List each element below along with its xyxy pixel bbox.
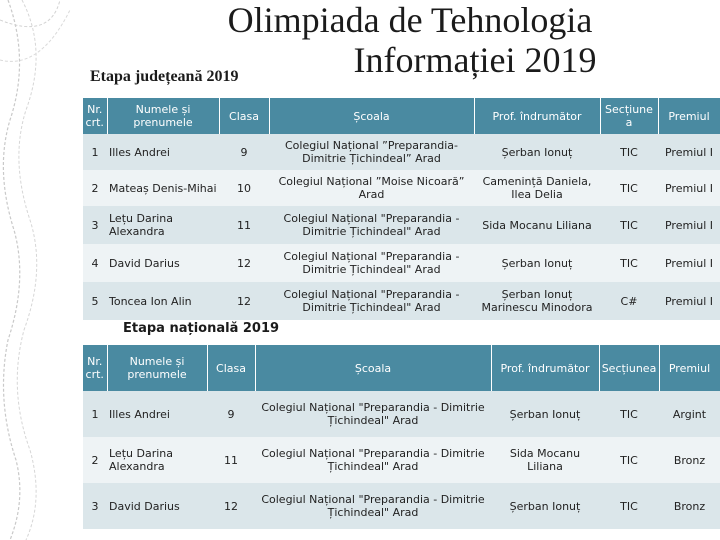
cell-name: David Darius	[107, 483, 207, 529]
header-premiul: Premiul	[658, 98, 720, 134]
title-line-1: Olimpiada de Tehnologia	[227, 0, 593, 40]
national-results-table	[83, 345, 720, 529]
cell-name: Illes Andrei	[107, 391, 207, 437]
header-name: Numele și prenumele	[107, 345, 207, 391]
cell-clasa: 11	[207, 437, 255, 483]
header-sectiune: Secțiunea	[599, 345, 659, 391]
cell-scoala: Colegiul Național "Preparandia - Dimitrie Țichindeal" Arad	[255, 483, 491, 529]
cell-premiul: Premiul I	[658, 282, 720, 320]
cell-clasa: 12	[207, 483, 255, 529]
cell-clasa: 9	[219, 134, 269, 170]
cell-premiul: Argint	[659, 391, 720, 437]
cell-clasa: 11	[219, 206, 269, 244]
cell-scoala: Colegiul Național "Preparandia - Dimitrie Țichindeal" Arad	[255, 391, 491, 437]
cell-scoala: Colegiul Național "Preparandia - Dimitrie Țichindeal" Arad	[269, 206, 474, 244]
table-row	[83, 391, 720, 437]
cell-scoala: Colegiul Național ”Preparandia-Dimitrie Țichindeal” Arad	[269, 134, 474, 170]
decorative-border	[0, 0, 80, 540]
national-stage-heading: Etapa națională 2019	[123, 321, 280, 336]
cell-clasa: 12	[219, 282, 269, 320]
table-row	[83, 282, 720, 320]
header-sectiune: Secțiune a	[600, 98, 658, 134]
header-clasa: Clasa	[219, 98, 269, 134]
cell-clasa: 9	[207, 391, 255, 437]
table-row	[83, 483, 720, 529]
cell-nr: 5	[83, 282, 107, 320]
header-nr: Nr. crt.	[83, 98, 107, 134]
cell-scoala: Colegiul Național "Preparandia - Dimitrie Țichindeal" Arad	[269, 282, 474, 320]
cell-premiul: Bronz	[659, 437, 720, 483]
cell-premiul: Premiul I	[658, 206, 720, 244]
county-stage-heading: Etapa județeană 2019	[90, 68, 239, 85]
cell-premiul: Premiul I	[658, 134, 720, 170]
table-row	[83, 134, 720, 170]
cell-name: Mateaș Denis-Mihai	[107, 170, 219, 206]
cell-clasa: 10	[219, 170, 269, 206]
cell-nr: 1	[83, 134, 107, 170]
header-nr: Nr. crt.	[83, 345, 107, 391]
header-scoala: Școala	[269, 98, 474, 134]
table-header-row	[83, 98, 720, 134]
county-results-table	[83, 98, 720, 320]
cell-prof: Șerban Ionuț	[474, 134, 600, 170]
cell-sectiune: TIC	[600, 134, 658, 170]
table-row	[83, 206, 720, 244]
cell-premiul: Bronz	[659, 483, 720, 529]
table-header-row	[83, 345, 720, 391]
table-row	[83, 244, 720, 282]
table-row	[83, 437, 720, 483]
cell-premiul: Premiul I	[658, 170, 720, 206]
header-clasa: Clasa	[207, 345, 255, 391]
cell-name: David Darius	[107, 244, 219, 282]
table-row	[83, 170, 720, 206]
cell-sectiune: TIC	[600, 244, 658, 282]
header-premiul: Premiul	[659, 345, 720, 391]
cell-nr: 3	[83, 483, 107, 529]
cell-name: Lețu Darina Alexandra	[107, 206, 219, 244]
cell-name: Toncea Ion Alin	[107, 282, 219, 320]
cell-nr: 3	[83, 206, 107, 244]
cell-name: Illes Andrei	[107, 134, 219, 170]
cell-prof: Șerban Ionuț Marinescu Minodora	[474, 282, 600, 320]
cell-scoala: Colegiul Național ”Moise Nicoară” Arad	[269, 170, 474, 206]
cell-prof: Șerban Ionuț	[491, 391, 599, 437]
cell-sectiune: TIC	[599, 483, 659, 529]
cell-nr: 2	[83, 437, 107, 483]
cell-scoala: Colegiul Național "Preparandia - Dimitrie Țichindeal" Arad	[255, 437, 491, 483]
header-prof: Prof. îndrumător	[491, 345, 599, 391]
cell-sectiune: TIC	[599, 437, 659, 483]
cell-premiul: Premiul I	[658, 244, 720, 282]
cell-sectiune: TIC	[600, 170, 658, 206]
cell-name: Lețu Darina Alexandra	[107, 437, 207, 483]
cell-nr: 2	[83, 170, 107, 206]
cell-nr: 1	[83, 391, 107, 437]
cell-sectiune: TIC	[599, 391, 659, 437]
cell-prof: Șerban Ionuț	[474, 244, 600, 282]
cell-prof: Șerban Ionuț	[491, 483, 599, 529]
cell-sectiune: TIC	[600, 206, 658, 244]
cell-scoala: Colegiul Național "Preparandia - Dimitrie Țichindeal" Arad	[269, 244, 474, 282]
cell-sectiune: C#	[600, 282, 658, 320]
cell-prof: Camenință Daniela, Ilea Delia	[474, 170, 600, 206]
header-prof: Prof. îndrumător	[474, 98, 600, 134]
cell-prof: Sida Mocanu Liliana	[491, 437, 599, 483]
cell-nr: 4	[83, 244, 107, 282]
header-name: Numele și prenumele	[107, 98, 219, 134]
title-line-2: Informației 2019	[353, 40, 597, 80]
cell-prof: Sida Mocanu Liliana	[474, 206, 600, 244]
cell-clasa: 12	[219, 244, 269, 282]
header-scoala: Școala	[255, 345, 491, 391]
